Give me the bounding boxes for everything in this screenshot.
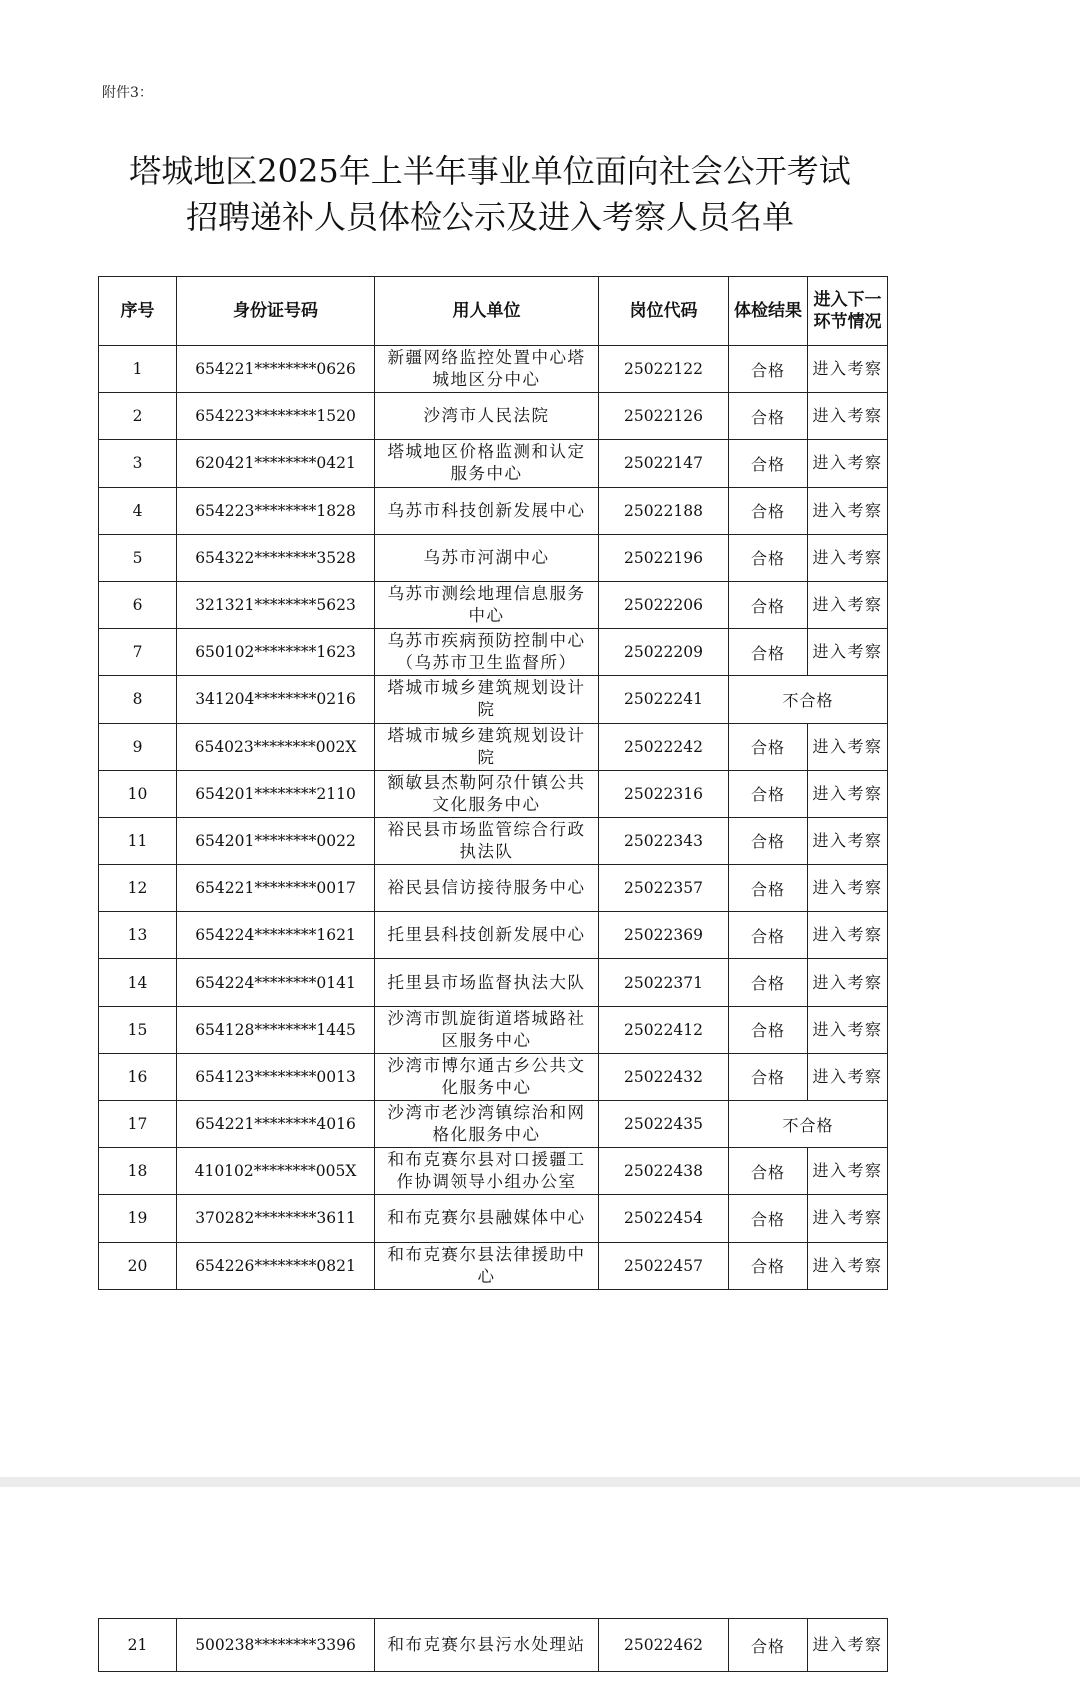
cell-unit: 沙湾市老沙湾镇综治和网格化服务中心 [375,1101,599,1148]
header-code: 岗位代码 [599,277,729,346]
cell-result: 合格 [729,1619,808,1672]
cell-code: 25022343 [599,817,729,864]
cell-next: 进入考察 [808,534,888,581]
table-row [99,959,888,1006]
cell-result: 合格 [729,534,808,581]
cell-result: 合格 [729,1195,808,1242]
cell-code: 25022454 [599,1195,729,1242]
cell-unit: 额敏县杰勒阿尕什镇公共文化服务中心 [375,770,599,817]
cell-unit: 托里县科技创新发展中心 [375,912,599,959]
cell-no: 13 [99,912,177,959]
cell-result: 合格 [729,1148,808,1195]
cell-next: 进入考察 [808,1006,888,1053]
document-title [60,148,920,240]
table-row [99,1006,888,1053]
cell-no: 15 [99,1006,177,1053]
attachment-label: 附件3： [102,85,153,101]
cell-id: 654201********0022 [177,817,375,864]
cell-code: 25022316 [599,770,729,817]
cell-unit: 塔城地区价格监测和认定服务中心 [375,440,599,487]
table-row [99,676,888,723]
header-result: 体检结果 [729,277,808,346]
table-row [99,817,888,864]
cell-result: 不合格 [729,676,888,723]
title-line-2: 招聘递补人员体检公示及进入考察人员名单 [185,198,794,236]
cell-code: 25022147 [599,440,729,487]
cell-result: 合格 [729,1242,808,1289]
cell-id: 321321********5623 [177,581,375,628]
table-row [99,1619,888,1672]
table-row [99,440,888,487]
cell-code: 25022371 [599,959,729,1006]
cell-no: 17 [99,1101,177,1148]
cell-id: 341204********0216 [177,676,375,723]
cell-next: 进入考察 [808,581,888,628]
cell-unit: 裕民县信访接待服务中心 [375,865,599,912]
cell-next: 进入考察 [808,1053,888,1100]
cell-unit: 和布克赛尔县对口援疆工作协调领导小组办公室 [375,1148,599,1195]
cell-code: 25022432 [599,1053,729,1100]
cell-no: 20 [99,1242,177,1289]
cell-result: 合格 [729,817,808,864]
cell-result: 合格 [729,912,808,959]
header-no: 序号 [99,277,177,346]
cell-no: 7 [99,629,177,676]
cell-no: 16 [99,1053,177,1100]
cell-id: 654123********0013 [177,1053,375,1100]
table-row [99,581,888,628]
table-row [99,1101,888,1148]
cell-code: 25022357 [599,865,729,912]
header-next: 进入下一环节情况 [808,277,888,346]
cell-result: 合格 [729,770,808,817]
cell-result: 合格 [729,865,808,912]
cell-unit: 和布克赛尔县融媒体中心 [375,1195,599,1242]
cell-unit: 乌苏市疾病预防控制中心（乌苏市卫生监督所） [375,629,599,676]
cell-result: 合格 [729,440,808,487]
table-row [99,1148,888,1195]
cell-result: 合格 [729,487,808,534]
cell-no: 8 [99,676,177,723]
cell-code: 25022196 [599,534,729,581]
cell-id: 654128********1445 [177,1006,375,1053]
cell-no: 4 [99,487,177,534]
cell-id: 654201********2110 [177,770,375,817]
cell-id: 654221********4016 [177,1101,375,1148]
cell-next: 进入考察 [808,817,888,864]
cell-id: 500238********3396 [177,1619,375,1672]
cell-id: 654223********1520 [177,393,375,440]
cell-no: 2 [99,393,177,440]
cell-id: 654322********3528 [177,534,375,581]
cell-next: 进入考察 [808,487,888,534]
table-header-row [99,277,888,346]
cell-code: 25022369 [599,912,729,959]
cell-result: 合格 [729,581,808,628]
cell-unit: 沙湾市凯旋街道塔城路社区服务中心 [375,1006,599,1053]
cell-next: 进入考察 [808,865,888,912]
cell-unit: 裕民县市场监管综合行政执法队 [375,817,599,864]
cell-unit: 塔城市城乡建筑规划设计院 [375,676,599,723]
cell-next: 进入考察 [808,723,888,770]
cell-id: 654224********0141 [177,959,375,1006]
cell-next: 进入考察 [808,1195,888,1242]
cell-id: 654224********1621 [177,912,375,959]
cell-no: 1 [99,346,177,393]
cell-no: 14 [99,959,177,1006]
cell-code: 25022457 [599,1242,729,1289]
table-row [99,723,888,770]
cell-code: 25022122 [599,346,729,393]
cell-unit: 和布克赛尔县污水处理站 [375,1619,599,1672]
table-row [99,1053,888,1100]
cell-unit: 沙湾市博尔通古乡公共文化服务中心 [375,1053,599,1100]
cell-unit: 乌苏市河湖中心 [375,534,599,581]
page-break [0,1477,1080,1487]
cell-result: 合格 [729,1006,808,1053]
cell-next: 进入考察 [808,629,888,676]
cell-unit: 新疆网络监控处置中心塔城地区分中心 [375,346,599,393]
cell-id: 650102********1623 [177,629,375,676]
cell-unit: 乌苏市科技创新发展中心 [375,487,599,534]
cell-unit: 托里县市场监督执法大队 [375,959,599,1006]
cell-no: 19 [99,1195,177,1242]
cell-result: 合格 [729,393,808,440]
cell-code: 25022242 [599,723,729,770]
table-row [99,1242,888,1289]
title-line-1: 塔城地区2025年上半年事业单位面向社会公开考试 [129,152,851,190]
cell-id: 654223********1828 [177,487,375,534]
cell-next: 进入考察 [808,959,888,1006]
cell-result: 合格 [729,959,808,1006]
cell-id: 370282********3611 [177,1195,375,1242]
cell-no: 21 [99,1619,177,1672]
cell-id: 620421********0421 [177,440,375,487]
cell-id: 410102********005X [177,1148,375,1195]
cell-code: 25022209 [599,629,729,676]
cell-result: 合格 [729,346,808,393]
cell-result: 不合格 [729,1101,888,1148]
cell-no: 3 [99,440,177,487]
cell-next: 进入考察 [808,770,888,817]
table-row [99,534,888,581]
cell-result: 合格 [729,1053,808,1100]
cell-id: 654221********0017 [177,865,375,912]
cell-no: 9 [99,723,177,770]
cell-unit: 沙湾市人民法院 [375,393,599,440]
table-row [99,770,888,817]
cell-code: 25022126 [599,393,729,440]
candidate-table-continued [98,1618,888,1672]
cell-code: 25022241 [599,676,729,723]
table-row [99,865,888,912]
cell-no: 12 [99,865,177,912]
header-unit: 用人单位 [375,277,599,346]
cell-no: 11 [99,817,177,864]
table-row [99,346,888,393]
table-row [99,1195,888,1242]
header-id: 身份证号码 [177,277,375,346]
table-row [99,912,888,959]
cell-next: 进入考察 [808,912,888,959]
cell-no: 5 [99,534,177,581]
cell-next: 进入考察 [808,1619,888,1672]
table-row [99,629,888,676]
cell-next: 进入考察 [808,1242,888,1289]
cell-code: 25022438 [599,1148,729,1195]
cell-no: 6 [99,581,177,628]
table-row [99,393,888,440]
cell-id: 654221********0626 [177,346,375,393]
cell-next: 进入考察 [808,393,888,440]
cell-next: 进入考察 [808,1148,888,1195]
cell-code: 25022412 [599,1006,729,1053]
cell-result: 合格 [729,629,808,676]
cell-no: 18 [99,1148,177,1195]
cell-unit: 乌苏市测绘地理信息服务中心 [375,581,599,628]
cell-code: 25022462 [599,1619,729,1672]
cell-code: 25022435 [599,1101,729,1148]
cell-unit: 和布克赛尔县法律援助中心 [375,1242,599,1289]
cell-next: 进入考察 [808,440,888,487]
cell-no: 10 [99,770,177,817]
cell-unit: 塔城市城乡建筑规划设计院 [375,723,599,770]
cell-result: 合格 [729,723,808,770]
cell-next: 进入考察 [808,346,888,393]
cell-code: 25022206 [599,581,729,628]
table-row [99,487,888,534]
candidate-table [98,276,888,1290]
cell-id: 654226********0821 [177,1242,375,1289]
cell-code: 25022188 [599,487,729,534]
cell-id: 654023********002X [177,723,375,770]
